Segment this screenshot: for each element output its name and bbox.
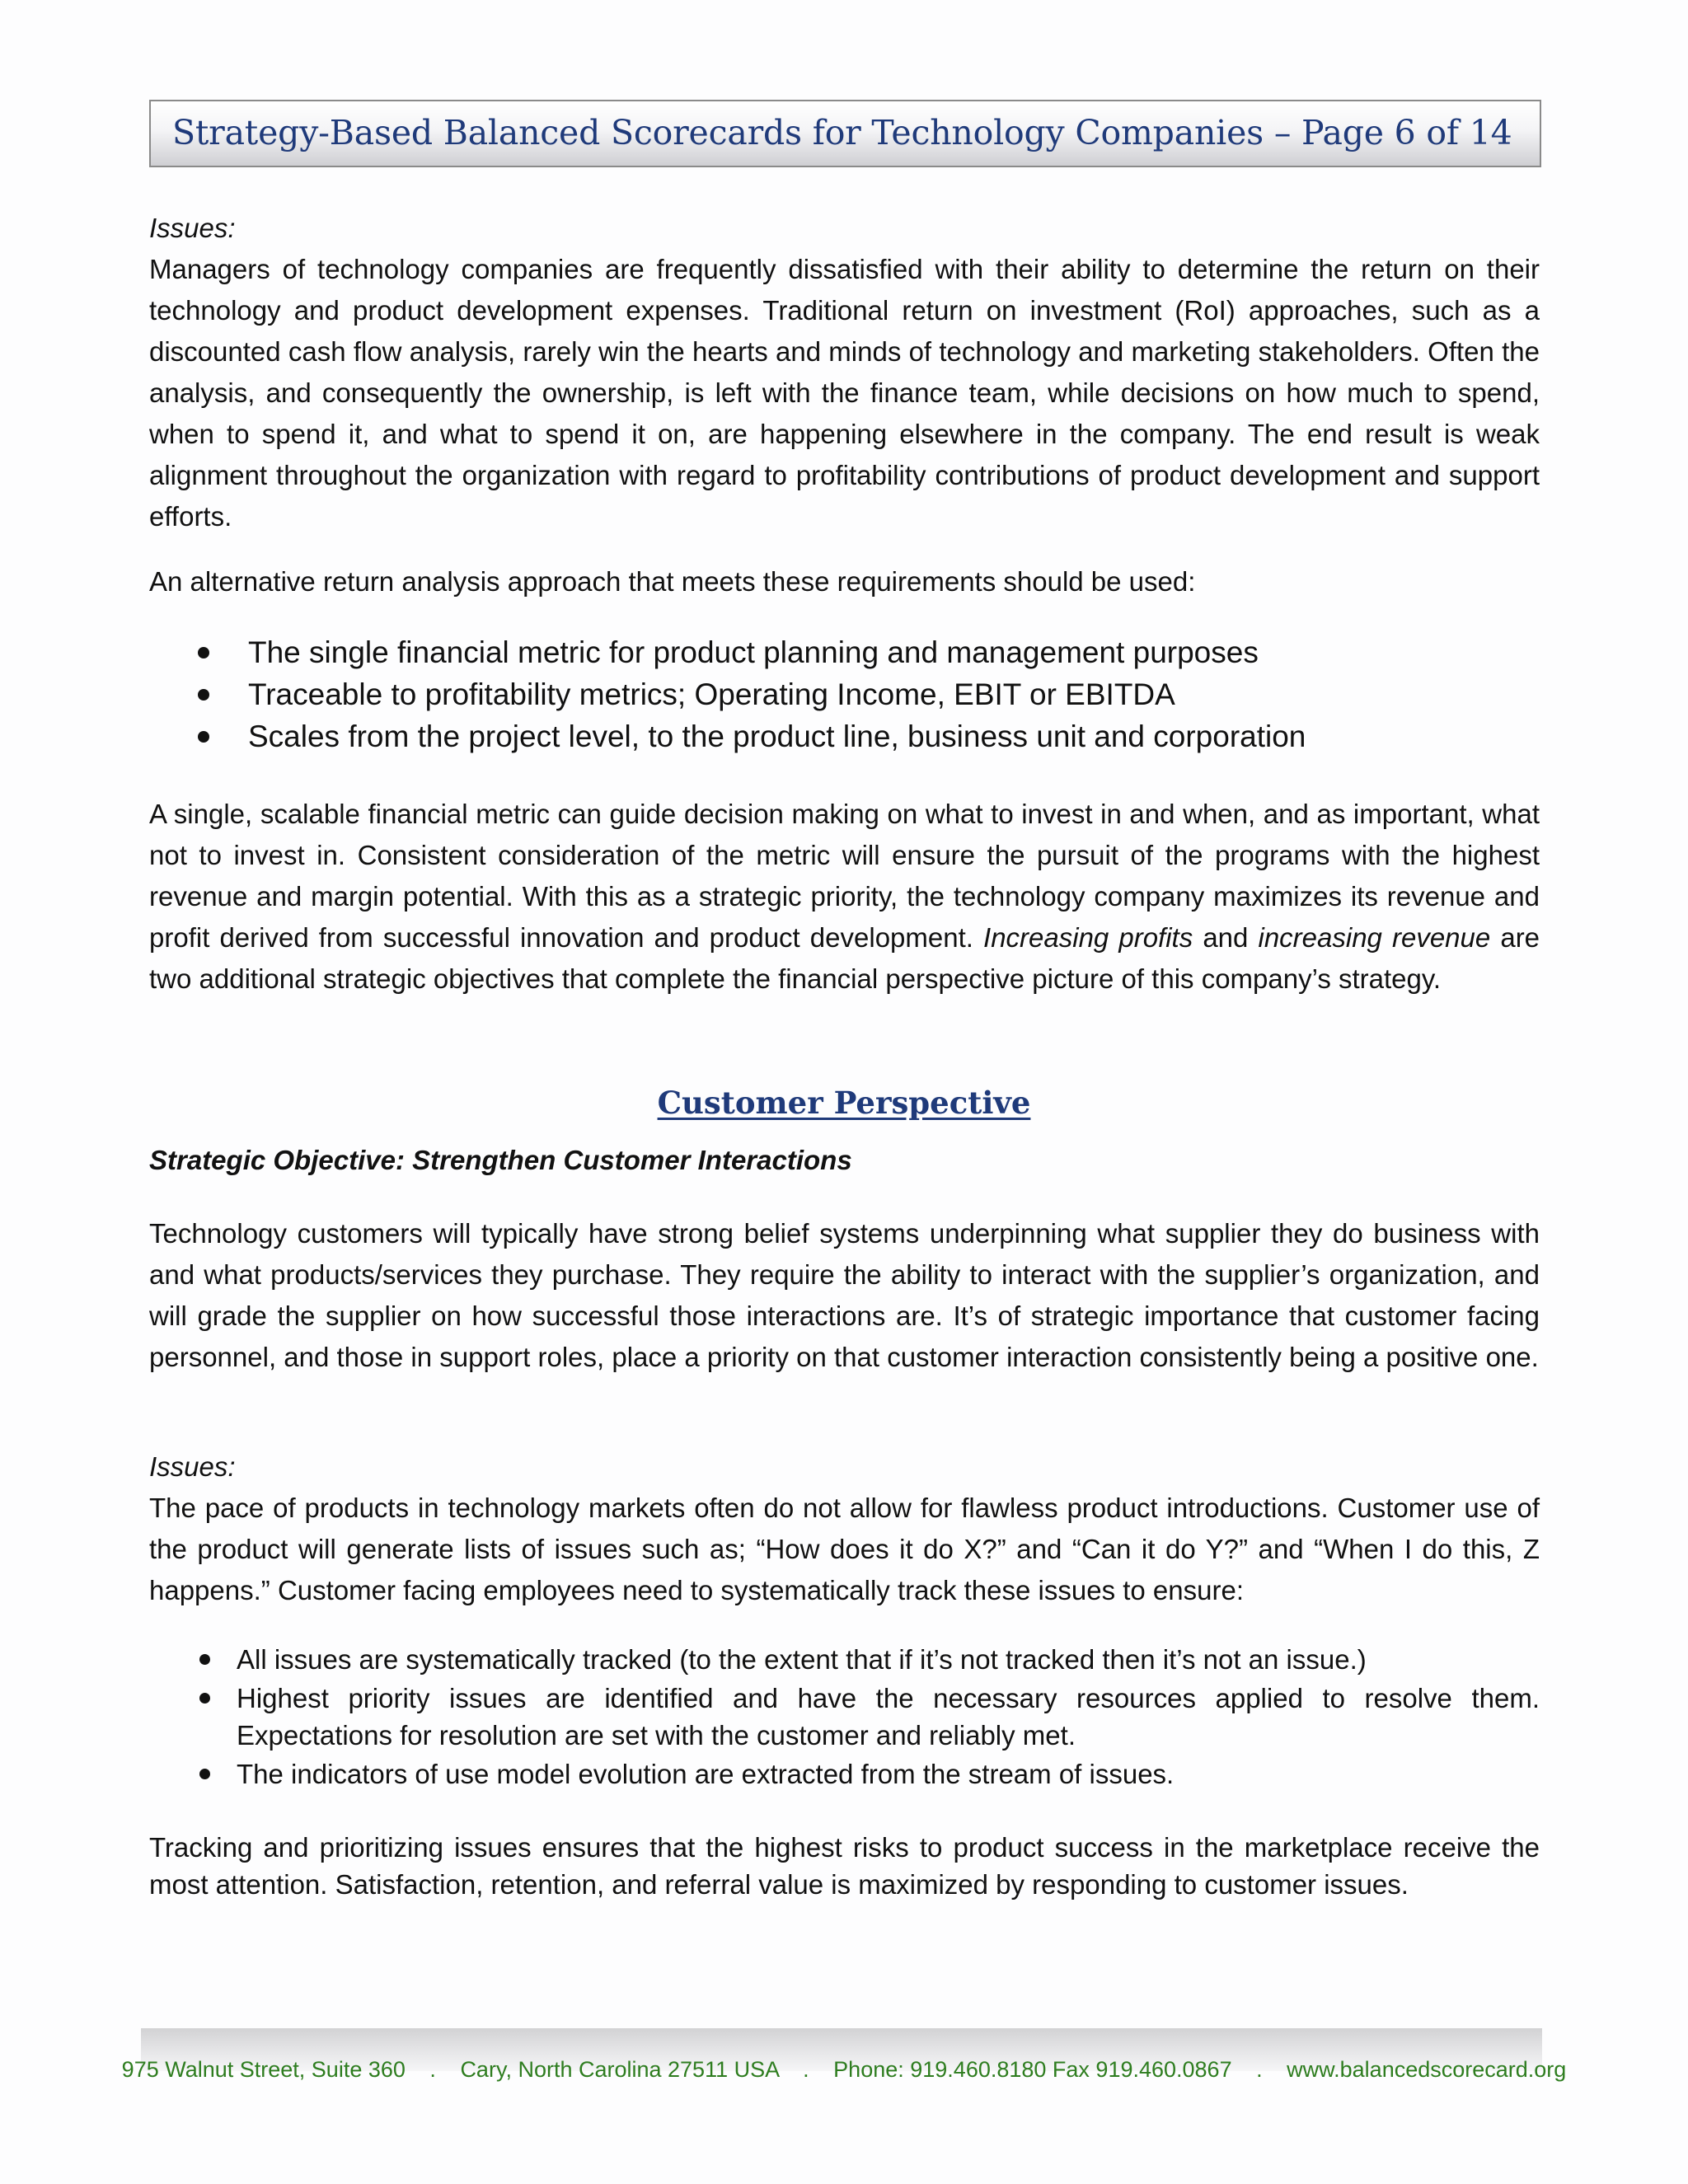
footer-separator: . — [803, 2057, 809, 2082]
section-heading-customer: Customer Perspective — [657, 1085, 1031, 1121]
strategic-objective: Strategic Objective: Strengthen Customer Interactions — [149, 1145, 852, 1175]
metric-paragraph — [149, 794, 1540, 1000]
footer-separator: . — [429, 2057, 436, 2082]
emphasis-increasing-revenue: increasing revenue — [1258, 922, 1491, 953]
customer-paragraph — [149, 1213, 1540, 1378]
metric-text-and: and — [1203, 922, 1249, 953]
customer-issues-block — [149, 1446, 1540, 1611]
issues-label: Issues: — [149, 1451, 236, 1482]
requirements-text: An alternative return analysis approach that meets these requirements should be used: — [149, 566, 1196, 597]
issues-label: Issues: — [149, 213, 236, 243]
customer-issues-text: The pace of products in technology markets often do not allow for flawless product introductions. Customer use of the product will generate lists of issues such as; “How does it do X?” and “Can it do Y?” and “When I do this, Z happens.” Customer facing employees need to systematically track these issues to ensure: — [149, 1493, 1540, 1605]
list-item: Highest priority issues are identified and have the necessary resources applied to resolve them. Expectations for resolution are set with the customer and reliably met. — [198, 1680, 1540, 1754]
list-item: All issues are systematically tracked (to the extent that if it’s not tracked then it’s not an issue.) — [198, 1641, 1540, 1678]
list-item: The indicators of use model evolution are extracted from the stream of issues. — [198, 1755, 1540, 1793]
intro-issues-block — [149, 208, 1540, 537]
page-header — [149, 100, 1541, 167]
intro-paragraph: Managers of technology companies are frequently dissatisfied with their ability to determine the return on their technology and product development expenses. Traditional return on investment (RoI) approaches, such as a discounted cash flow analysis, rarely win the hearts and minds of technology and marketing stakeholders. Often the analysis, and consequently the ownership, is left with the finance team, while decisions on how much to spend, when to spend it, and what to spend it on, are happening elsewhere in the company. The end result is weak alignment throughout the organization with regard to profitability contributions of product development and support efforts. — [149, 254, 1540, 532]
footer-contact — [0, 2057, 1688, 2083]
tracking-paragraph — [149, 1829, 1540, 1903]
requirements-paragraph — [149, 561, 1540, 602]
page-title: Strategy-Based Balanced Scorecards for Technology Companies – Page 6 of 14 — [172, 113, 1512, 152]
emphasis-increasing-profits: Increasing profits — [983, 922, 1193, 953]
metric-text-end: are two additional strategic objectives that complete the financial perspective picture of this company’s strategy. — [149, 922, 1540, 994]
requirements-list — [198, 631, 1533, 757]
footer-separator: . — [1256, 2057, 1263, 2082]
tracking-text: Tracking and prioritizing issues ensures that the highest risks to product success in the marketplace receive the most attention. Satisfaction, retention, and referral value is maximized by responding to customer issues. — [149, 1832, 1540, 1900]
footer-city: Cary, North Carolina 27511 USA — [460, 2057, 779, 2082]
list-item: Traceable to profitability metrics; Operating Income, EBIT or EBITDA — [198, 673, 1533, 715]
footer-address: 975 Walnut Street, Suite 360 — [121, 2057, 406, 2082]
metric-text-start: A single, scalable financial metric can guide decision making on what to invest in and when, and as important, what not to invest in. Consistent consideration of the metric will ensure the pursuit of the programs with the highest revenue and margin potential. With this as a strategic priority, the technology company maximizes its revenue and profit derived from successful innovation and product development. — [149, 799, 1540, 953]
list-item: Scales from the project level, to the product line, business unit and corporation — [198, 715, 1533, 757]
footer-website-link[interactable]: www.balancedscorecard.org — [1287, 2057, 1567, 2082]
list-item: The single financial metric for product planning and management purposes — [198, 631, 1533, 673]
issues-list — [198, 1641, 1540, 1794]
footer-phone: Phone: 919.460.8180 Fax 919.460.0867 — [833, 2057, 1232, 2082]
customer-text: Technology customers will typically have strong belief systems underpinning what supplier they do business with and what products/services they purchase. They require the ability to interact with the supplier’s organization, and will grade the supplier on how successful those interactions are. It’s of strategic importance that customer facing personnel, and those in support roles, place a priority on that customer interaction consistently being a positive one. — [149, 1218, 1540, 1372]
metric-text — [149, 794, 1540, 1000]
